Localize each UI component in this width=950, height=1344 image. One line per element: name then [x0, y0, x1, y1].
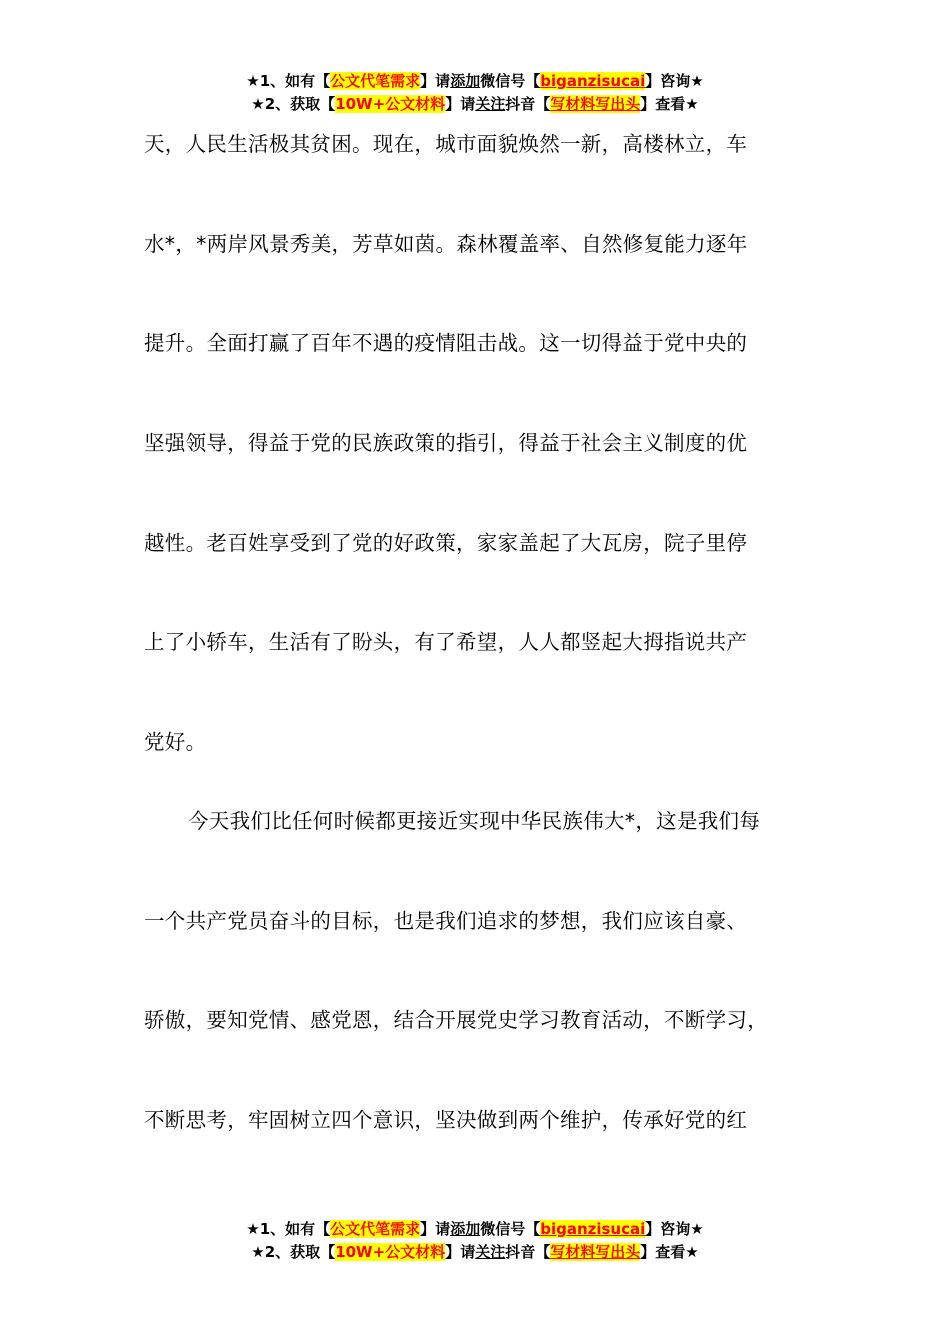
banner-line-2 — [0, 1241, 950, 1264]
banner-highlight: 公文代笔需求 — [330, 72, 421, 90]
body-line: 坚强领导，得益于党的民族政策的指引，得益于社会主义制度的优 — [144, 431, 748, 455]
banner-highlight: 公文代笔需求 — [330, 1220, 421, 1238]
banner-underlined: 关注 — [475, 95, 506, 113]
banner-text: 】咨询★ — [645, 72, 704, 90]
banner-text: 微信号【 — [480, 1220, 541, 1238]
banner-text: 微信号【 — [480, 72, 541, 90]
banner-text: 】请 — [445, 95, 476, 113]
banner-line-2 — [0, 93, 950, 116]
banner-text: 】咨询★ — [645, 1220, 704, 1238]
banner-line-1 — [0, 70, 950, 93]
wechat-id: biganzisucai — [540, 1220, 646, 1238]
banner-line-1 — [0, 1218, 950, 1241]
banner-underlined: 添加 — [450, 1220, 481, 1238]
body-line: 水*，*两岸风景秀美，芳草如茵。森林覆盖率、自然修复能力逐年 — [144, 232, 748, 256]
banner-highlight: 10W+公文材料 — [335, 95, 446, 113]
banner-text: 抖音【 — [505, 1243, 551, 1261]
banner-text: 】请 — [420, 72, 451, 90]
wechat-id: biganzisucai — [540, 72, 646, 90]
banner-text: ★2、获取【 — [251, 95, 336, 113]
banner-text: 抖音【 — [505, 95, 551, 113]
body-line: 提升。全面打赢了百年不遇的疫情阻击战。这一切得益于党中央的 — [144, 331, 748, 355]
banner-text: ★1、如有【 — [246, 1220, 331, 1238]
banner-text: 】查看★ — [640, 1243, 699, 1261]
banner-text: ★2、获取【 — [251, 1243, 336, 1261]
body-line: 一个共产党员奋斗的目标，也是我们追求的梦想，我们应该自豪、 — [144, 909, 748, 933]
banner-text: ★1、如有【 — [246, 72, 331, 90]
body-line: 今天我们比任何时候都更接近实现中华民族伟大*，这是我们每 — [188, 809, 761, 833]
banner-highlight: 10W+公文材料 — [335, 1243, 446, 1261]
body-line: 上了小轿车，生活有了盼头，有了希望，人人都竖起大拇指说共产 — [144, 630, 748, 654]
banner-text: 】查看★ — [640, 95, 699, 113]
banner-underlined: 添加 — [450, 72, 481, 90]
douyin-account: 写材料写出头 — [550, 95, 641, 113]
banner-underlined: 关注 — [475, 1243, 506, 1261]
header-banner — [0, 70, 950, 116]
douyin-account: 写材料写出头 — [550, 1243, 641, 1261]
body-line: 党好。 — [144, 730, 207, 754]
body-line: 不断思考，牢固树立四个意识，坚决做到两个维护，传承好党的红 — [144, 1108, 748, 1132]
banner-text: 】请 — [445, 1243, 476, 1261]
body-line: 天，人民生活极其贫困。现在，城市面貌焕然一新，高楼林立，车 — [144, 132, 748, 156]
body-line: 骄傲，要知党情、感党恩，结合开展党史学习教育活动，不断学习， — [144, 1008, 768, 1032]
body-line: 越性。老百姓享受到了党的好政策，家家盖起了大瓦房，院子里停 — [144, 531, 748, 555]
banner-text: 】请 — [420, 1220, 451, 1238]
footer-banner — [0, 1218, 950, 1264]
